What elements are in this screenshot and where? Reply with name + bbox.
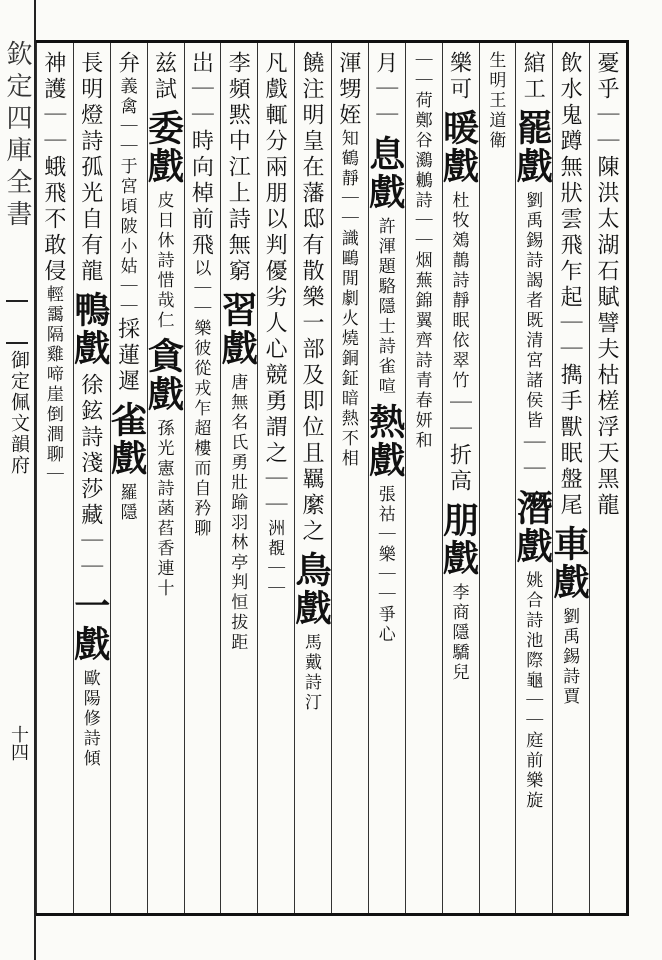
text-segment: 岀｜｜時向棹前飛 xyxy=(188,51,214,259)
text-segment: 生明王道衛 xyxy=(485,51,506,151)
text-segment: 飲水鬼蹲無狀雲飛乍起｜｜擕手獸眠盤尾 xyxy=(557,51,583,519)
text-segment: 洲覩｜｜ xyxy=(264,519,285,599)
entry-heading: 委戲 xyxy=(142,109,185,185)
text-segment: 饒注明皇在藩邸有散樂一部及即位且羈縻之 xyxy=(299,51,324,545)
spine-book-title: 御定佩文韻府 xyxy=(8,350,30,476)
spine-collection-title: 欽定四庫全書 xyxy=(2,40,32,232)
text-segment: 劉禹錫詩賈 xyxy=(559,607,580,707)
text-segment: 輕靄隔雞啼 xyxy=(42,285,63,385)
text-segment: 兹試 xyxy=(151,51,177,103)
text-segment: 劇火燒銅鉦暗熱不相 xyxy=(337,289,358,469)
text-column xyxy=(479,43,516,913)
text-segment: ｜樂｜｜爭心 xyxy=(374,525,395,645)
text-segment: 詩青春妍和 xyxy=(411,351,432,451)
text-segment: ｜｜ xyxy=(411,51,432,91)
text-segment: 崖倒澗聊｜ xyxy=(42,385,63,485)
text-column xyxy=(68,43,111,913)
text-segment: 長明燈詩孤光自有龍 xyxy=(77,51,103,285)
text-segment: 荷鄭谷鸂鶒詩｜｜烟蕪錦翼齊 xyxy=(411,91,432,351)
text-column xyxy=(589,43,626,913)
entry-heading: 雀戲 xyxy=(105,401,148,477)
entry-heading: 潛戲 xyxy=(511,489,554,565)
book-spine xyxy=(0,0,36,960)
text-segment: 頃陂小姑｜｜ xyxy=(116,197,137,317)
text-column xyxy=(257,43,294,913)
text-column xyxy=(290,43,332,913)
text-segment: 羅隱 xyxy=(116,483,137,523)
text-segment: 劉禹錫詩謁者既清宮諸侯皆 xyxy=(522,191,543,431)
text-segment: 姚合詩池際龜 xyxy=(522,571,543,691)
entry-heading: 貪戲 xyxy=(142,337,185,413)
text-segment: 馬戴詩汀 xyxy=(301,633,321,713)
text-segment: 杜牧鵁鶄詩靜眠依翠竹 xyxy=(448,191,469,391)
text-column xyxy=(548,43,591,913)
text-segment: ｜｜庭前樂旋 xyxy=(522,691,543,811)
entry-heading: 息戲 xyxy=(363,135,406,211)
text-segment: 月｜｜ xyxy=(372,51,398,129)
entry-heading: 熱戲 xyxy=(363,403,406,479)
text-segment: 義禽｜｜于宮 xyxy=(116,77,137,197)
text-segment: 張祜 xyxy=(374,485,395,525)
text-segment: 皮日休詩惜哉仁 xyxy=(153,191,174,331)
text-segment: 以｜｜樂彼從戎乍超樓而自矜聊 xyxy=(190,259,211,539)
text-segment: 神護｜｜蛾飛不敢侵 xyxy=(40,51,66,285)
text-segment: 知鶴靜｜｜識鷗閒 xyxy=(337,129,358,289)
entry-heading: 朋戲 xyxy=(437,501,480,577)
text-segment: 弁 xyxy=(114,51,140,77)
text-segment: 徐鉉詩淺莎藏｜｜ xyxy=(77,373,103,581)
entry-heading: 罷戲 xyxy=(511,109,554,185)
text-column xyxy=(511,43,554,913)
spine-page-number: 十四 xyxy=(8,725,29,761)
text-column xyxy=(363,43,406,913)
text-column xyxy=(105,43,148,913)
entry-heading: 車戲 xyxy=(548,525,591,601)
entry-heading: 一戲 xyxy=(68,587,111,663)
entry-heading: 習戲 xyxy=(216,291,259,367)
text-column xyxy=(437,43,480,913)
text-segment: ｜｜ xyxy=(520,431,546,483)
entry-heading: 鴨戲 xyxy=(68,291,111,367)
text-segment: 李頻黙中江上詩無窮 xyxy=(225,51,251,285)
text-column xyxy=(216,43,259,913)
text-segment: ｜｜折高 xyxy=(446,391,472,495)
entry-heading: 暖戲 xyxy=(437,109,480,185)
text-segment: 採蓮遲 xyxy=(114,317,140,395)
text-column xyxy=(405,43,442,913)
text-segment: 凡戲輒分兩朋以判優劣人心競勇謂之｜｜ xyxy=(262,51,288,519)
text-column xyxy=(36,43,73,913)
text-segment: 渾甥姪 xyxy=(335,51,361,129)
text-segment: 許渾題駱隱士詩雀喧 xyxy=(374,217,395,397)
entry-heading: 鳥戲 xyxy=(290,551,332,627)
text-segment: 孫光憲詩菡萏香連十 xyxy=(153,419,174,599)
text-segment: 歐陽修詩傾 xyxy=(79,669,100,769)
text-segment: 唐無名氏勇壯踰羽林亭判恒拔距 xyxy=(227,373,248,653)
text-column xyxy=(184,43,221,913)
text-segment: 綰工 xyxy=(520,51,546,103)
text-segment: 憂乎｜｜陳洪太湖石賦譬夫枯槎浮天黑龍 xyxy=(594,51,619,519)
text-column xyxy=(331,43,368,913)
spine-fishtail-mark xyxy=(6,300,28,344)
text-column xyxy=(142,43,185,913)
text-frame xyxy=(36,40,629,916)
text-segment: 李商隱驕兒 xyxy=(448,583,469,683)
text-segment: 樂可 xyxy=(446,51,472,103)
